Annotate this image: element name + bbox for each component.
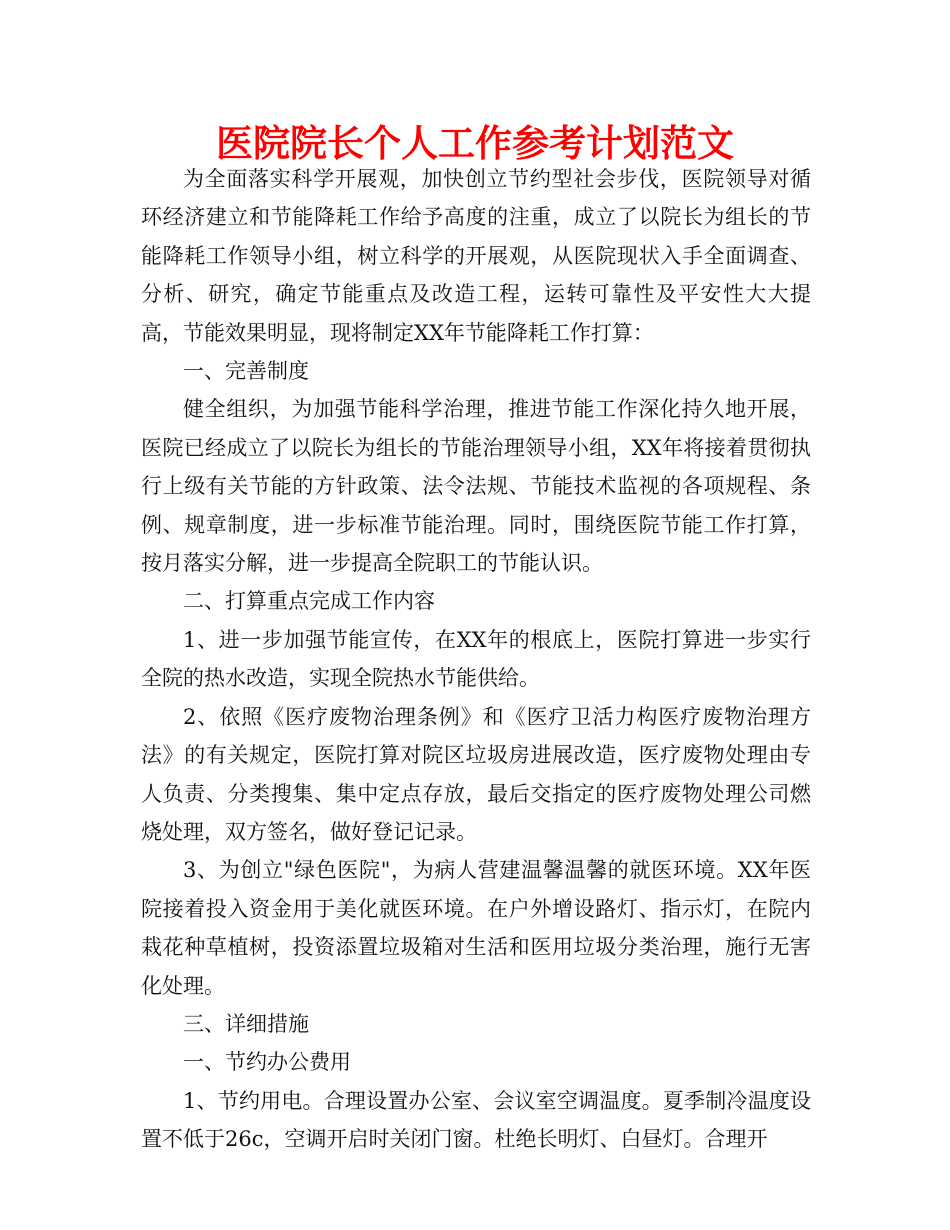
list-item-2: 2、依照《医疗废物治理条例》和《医疗卫活力构医疗废物治理方法》的有关规定，医院打算对院区垃圾房进展改造，医疗废物处理由专人负责、分类搜集、集中定点存放，最后交指定的医疗废物处理公司燃烧处理，双方签名，做好登记记录。 — [141, 704, 811, 844]
list-item-3: 3、为创立"绿色医院"，为病人营建温馨温馨的就医环境。XX年医院接着投入资金用于美化就医环境。在户外增设路灯、指示灯，在院内栽花种草植树，投资添置垃圾箱对生活和医用垃圾分类治理，施行无害化处理。 — [141, 858, 811, 998]
section-heading-1: 一、完善制度 — [183, 359, 309, 384]
intro-paragraph: 为全面落实科学开展观，加快创立节约型社会步伐，医院领导对循环经济建立和节能降耗工作给予高度的注重，成立了以院长为组长的节能降耗工作领导小组，树立科学的开展观，从医院现状入手全面调查、分析、研究，确定节能重点及改造工程，运转可靠性及平安性大大提高，节能效果明显，现将制定XX年节能降耗工作打算： — [141, 167, 811, 345]
list-item-4: 1、节约用电。合理设置办公室、会议室空调温度。夏季制冷温度设置不低于26c，空调开启时关闭门窗。杜绝长明灯、白昼灯。合理开 — [141, 1088, 811, 1152]
section-heading-3: 三、详细措施 — [183, 1011, 309, 1036]
list-item-1: 1、进一步加强节能宣传，在XX年的根底上，医院打算进一步实行全院的热水改造，实现全院热水节能供给。 — [141, 627, 811, 691]
document-title: 医院院长个人工作参考计划范文 — [216, 122, 734, 165]
body-paragraph: 健全组织，为加强节能科学治理，推进节能工作深化持久地开展，医院已经成立了以院长为组长的节能治理领导小组，XX年将接着贯彻执行上级有关节能的方针政策、法令法规、节能技术监视的各项规程、条例、规章制度，进一步标准节能治理。同时，围绕医院节能工作打算，按月落实分解，进一步提高全院职工的节能认识。 — [141, 397, 811, 576]
document-body — [141, 160, 811, 1159]
subsection-heading-1: 一、节约办公费用 — [183, 1050, 351, 1075]
section-heading-2: 二、打算重点完成工作内容 — [183, 589, 435, 614]
